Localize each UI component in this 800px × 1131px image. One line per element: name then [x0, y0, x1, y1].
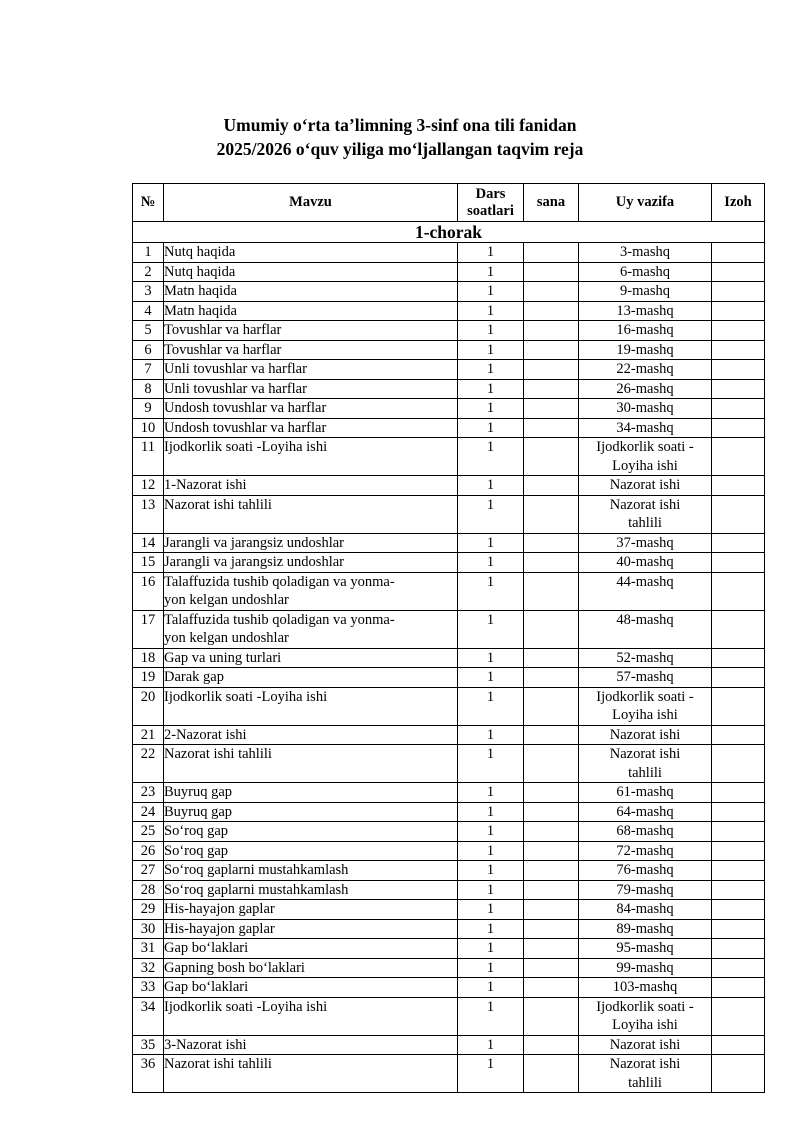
- row-number: 7: [133, 360, 164, 380]
- row-homework: 103-mashq: [579, 978, 712, 998]
- row-hours: 1: [458, 262, 524, 282]
- row-homework: 68-mashq: [579, 822, 712, 842]
- row-homework: 44-mashq: [579, 572, 712, 610]
- row-topic-line: Talaffuzida tushib qoladigan va yonma-: [164, 611, 395, 628]
- table-row: [133, 495, 765, 533]
- row-date: [524, 1035, 579, 1055]
- row-number: 18: [133, 648, 164, 668]
- row-note: [712, 958, 765, 978]
- table-row: [133, 919, 765, 939]
- row-topic: Nutq haqida: [164, 262, 458, 282]
- row-number: 11: [133, 438, 164, 476]
- row-date: [524, 340, 579, 360]
- row-topic-line: yon kelgan undoshlar: [164, 630, 289, 646]
- row-homework: Nazorat ishi: [579, 725, 712, 745]
- row-number: 20: [133, 687, 164, 725]
- row-topic: Ijodkorlik soati -Loyiha ishi: [164, 438, 458, 476]
- row-topic: Buyruq gap: [164, 802, 458, 822]
- row-number: 25: [133, 822, 164, 842]
- row-date: [524, 476, 579, 496]
- row-hours: 1: [458, 1035, 524, 1055]
- row-number: 30: [133, 919, 164, 939]
- row-number: 3: [133, 282, 164, 302]
- row-topic: Darak gap: [164, 668, 458, 688]
- row-homework: [579, 687, 712, 725]
- row-topic: So‘roq gaplarni mustahkamlash: [164, 880, 458, 900]
- row-topic: Nazorat ishi tahlili: [164, 495, 458, 533]
- row-date: [524, 978, 579, 998]
- table-header-row: [133, 184, 765, 222]
- table-row: [133, 900, 765, 920]
- row-note: [712, 978, 765, 998]
- table-row: [133, 610, 765, 648]
- row-note: [712, 725, 765, 745]
- row-hours: 1: [458, 243, 524, 263]
- row-homework-line: Loyiha ishi: [612, 457, 678, 474]
- row-hours: 1: [458, 495, 524, 533]
- row-hours: 1: [458, 861, 524, 881]
- row-homework: 61-mashq: [579, 783, 712, 803]
- row-date: [524, 900, 579, 920]
- row-date: [524, 1055, 579, 1093]
- row-homework-line: tahlili: [628, 515, 662, 531]
- row-topic: 3-Nazorat ishi: [164, 1035, 458, 1055]
- row-note: [712, 900, 765, 920]
- row-number: 21: [133, 725, 164, 745]
- row-note: [712, 282, 765, 302]
- row-number: 19: [133, 668, 164, 688]
- row-date: [524, 687, 579, 725]
- table-row: [133, 745, 765, 783]
- row-hours: 1: [458, 958, 524, 978]
- row-topic: Ijodkorlik soati -Loyiha ishi: [164, 687, 458, 725]
- row-hours: 1: [458, 476, 524, 496]
- row-date: [524, 668, 579, 688]
- row-homework: 72-mashq: [579, 841, 712, 861]
- table-row: [133, 841, 765, 861]
- row-date: [524, 399, 579, 419]
- row-date: [524, 939, 579, 959]
- row-hours: 1: [458, 1055, 524, 1093]
- row-date: [524, 841, 579, 861]
- header-hours-line-1: Dars: [475, 185, 506, 202]
- row-note: [712, 783, 765, 803]
- row-number: 31: [133, 939, 164, 959]
- row-hours: 1: [458, 533, 524, 553]
- row-number: 4: [133, 301, 164, 321]
- row-hours: 1: [458, 687, 524, 725]
- row-number: 23: [133, 783, 164, 803]
- row-homework: 89-mashq: [579, 919, 712, 939]
- row-hours: 1: [458, 978, 524, 998]
- row-topic: Undosh tovushlar va harflar: [164, 418, 458, 438]
- row-topic: Matn haqida: [164, 282, 458, 302]
- row-topic: So‘roq gaplarni mustahkamlash: [164, 861, 458, 881]
- row-topic: His-hayajon gaplar: [164, 919, 458, 939]
- row-number: 16: [133, 572, 164, 610]
- row-topic: Nazorat ishi tahlili: [164, 745, 458, 783]
- row-hours: 1: [458, 379, 524, 399]
- title-line-2: 2025/2026 o‘quv yiliga mo‘ljallangan taqvim reja: [216, 139, 584, 159]
- row-hours: 1: [458, 919, 524, 939]
- row-date: [524, 745, 579, 783]
- row-number: 36: [133, 1055, 164, 1093]
- row-number: 26: [133, 841, 164, 861]
- row-number: 8: [133, 379, 164, 399]
- row-hours: 1: [458, 301, 524, 321]
- quarter-label: 1-chorak: [133, 222, 765, 243]
- row-note: [712, 243, 765, 263]
- row-topic: Gap bo‘laklari: [164, 978, 458, 998]
- row-hours: 1: [458, 880, 524, 900]
- row-homework: 57-mashq: [579, 668, 712, 688]
- row-date: [524, 958, 579, 978]
- table-row: [133, 262, 765, 282]
- row-date: [524, 802, 579, 822]
- row-note: [712, 841, 765, 861]
- title-line-1: Umumiy o‘rta ta’limning 3-sinf ona tili fanidan: [223, 115, 577, 135]
- table-row: [133, 725, 765, 745]
- table-row: [133, 822, 765, 842]
- row-topic: 1-Nazorat ishi: [164, 476, 458, 496]
- row-number: 28: [133, 880, 164, 900]
- row-homework-line: Ijodkorlik soati -: [596, 998, 694, 1015]
- row-note: [712, 495, 765, 533]
- row-date: [524, 282, 579, 302]
- row-note: [712, 745, 765, 783]
- row-date: [524, 533, 579, 553]
- row-homework-line: tahlili: [628, 1074, 662, 1091]
- table-row: [133, 668, 765, 688]
- row-hours: 1: [458, 783, 524, 803]
- row-number: 12: [133, 476, 164, 496]
- row-topic: Gap bo‘laklari: [164, 939, 458, 959]
- table-row: [133, 243, 765, 263]
- row-number: 13: [133, 495, 164, 533]
- row-hours: 1: [458, 997, 524, 1035]
- table-row: [133, 399, 765, 419]
- row-note: [712, 880, 765, 900]
- row-homework: 3-mashq: [579, 243, 712, 263]
- row-hours: 1: [458, 745, 524, 783]
- row-number: 17: [133, 610, 164, 648]
- row-homework: Nazorat ishi: [579, 476, 712, 496]
- row-date: [524, 919, 579, 939]
- row-homework: [579, 438, 712, 476]
- row-note: [712, 648, 765, 668]
- row-topic: Ijodkorlik soati -Loyiha ishi: [164, 997, 458, 1035]
- row-note: [712, 301, 765, 321]
- row-note: [712, 438, 765, 476]
- header-homework: Uy vazifa: [579, 184, 712, 222]
- row-hours: 1: [458, 610, 524, 648]
- row-homework: 19-mashq: [579, 340, 712, 360]
- row-homework: 95-mashq: [579, 939, 712, 959]
- row-date: [524, 553, 579, 573]
- row-topic: Gap va uning turlari: [164, 648, 458, 668]
- table-row: [133, 418, 765, 438]
- row-homework: 64-mashq: [579, 802, 712, 822]
- table-row: [133, 476, 765, 496]
- row-date: [524, 495, 579, 533]
- row-date: [524, 321, 579, 341]
- row-note: [712, 861, 765, 881]
- row-date: [524, 301, 579, 321]
- table-row: [133, 282, 765, 302]
- header-date: sana: [524, 184, 579, 222]
- row-topic: Nutq haqida: [164, 243, 458, 263]
- row-note: [712, 1055, 765, 1093]
- row-number: 9: [133, 399, 164, 419]
- header-hours-line-2: soatlari: [467, 202, 514, 219]
- row-note: [712, 418, 765, 438]
- row-topic-line: yon kelgan undoshlar: [164, 592, 289, 608]
- row-number: 14: [133, 533, 164, 553]
- row-hours: 1: [458, 438, 524, 476]
- row-hours: 1: [458, 572, 524, 610]
- row-homework: [579, 495, 712, 533]
- row-homework: 99-mashq: [579, 958, 712, 978]
- row-hours: 1: [458, 648, 524, 668]
- row-number: 15: [133, 553, 164, 573]
- row-homework: [579, 1055, 712, 1093]
- row-homework: 22-mashq: [579, 360, 712, 380]
- row-note: [712, 1035, 765, 1055]
- row-number: 29: [133, 900, 164, 920]
- table-row: [133, 861, 765, 881]
- row-number: 1: [133, 243, 164, 263]
- row-homework: Nazorat ishi: [579, 1035, 712, 1055]
- row-homework: 40-mashq: [579, 553, 712, 573]
- row-date: [524, 438, 579, 476]
- row-hours: 1: [458, 900, 524, 920]
- row-topic: [164, 572, 458, 610]
- row-number: 32: [133, 958, 164, 978]
- row-topic: Gapning bosh bo‘laklari: [164, 958, 458, 978]
- row-note: [712, 610, 765, 648]
- table-row: [133, 880, 765, 900]
- table-row: [133, 802, 765, 822]
- row-note: [712, 553, 765, 573]
- row-homework-line: Ijodkorlik soati -: [596, 439, 694, 455]
- row-topic: 2-Nazorat ishi: [164, 725, 458, 745]
- row-date: [524, 262, 579, 282]
- header-hours: [458, 184, 524, 222]
- row-date: [524, 822, 579, 842]
- row-note: [712, 399, 765, 419]
- table-row: [133, 572, 765, 610]
- table-row: [133, 1035, 765, 1055]
- table-row: [133, 687, 765, 725]
- row-date: [524, 997, 579, 1035]
- row-topic: So‘roq gap: [164, 822, 458, 842]
- table-body: [133, 222, 765, 1093]
- header-number: №: [133, 184, 164, 222]
- row-note: [712, 997, 765, 1035]
- row-homework: 48-mashq: [579, 610, 712, 648]
- row-hours: 1: [458, 282, 524, 302]
- row-date: [524, 418, 579, 438]
- row-date: [524, 783, 579, 803]
- row-homework: 9-mashq: [579, 282, 712, 302]
- row-topic: Buyruq gap: [164, 783, 458, 803]
- document-title: [0, 113, 800, 161]
- row-note: [712, 822, 765, 842]
- row-topic: Undosh tovushlar va harflar: [164, 399, 458, 419]
- table-row: [133, 553, 765, 573]
- row-homework: 6-mashq: [579, 262, 712, 282]
- header-note: Izoh: [712, 184, 765, 222]
- row-hours: 1: [458, 939, 524, 959]
- row-homework: 13-mashq: [579, 301, 712, 321]
- row-hours: 1: [458, 399, 524, 419]
- row-note: [712, 802, 765, 822]
- row-note: [712, 321, 765, 341]
- row-date: [524, 243, 579, 263]
- row-hours: 1: [458, 822, 524, 842]
- row-note: [712, 668, 765, 688]
- row-homework-line: tahlili: [628, 764, 662, 781]
- row-number: 35: [133, 1035, 164, 1055]
- row-topic: Tovushlar va harflar: [164, 340, 458, 360]
- row-hours: 1: [458, 841, 524, 861]
- row-hours: 1: [458, 668, 524, 688]
- row-number: 24: [133, 802, 164, 822]
- row-homework-line: Nazorat ishi: [609, 746, 681, 762]
- table-row: [133, 360, 765, 380]
- row-homework-line: Loyiha ishi: [612, 1017, 678, 1033]
- row-topic: His-hayajon gaplar: [164, 900, 458, 920]
- row-hours: 1: [458, 802, 524, 822]
- row-number: 6: [133, 340, 164, 360]
- table-row: [133, 1055, 765, 1093]
- row-topic: Tovushlar va harflar: [164, 321, 458, 341]
- row-hours: 1: [458, 321, 524, 341]
- row-number: 10: [133, 418, 164, 438]
- row-homework-line: Nazorat ishi: [609, 1056, 681, 1072]
- row-note: [712, 262, 765, 282]
- row-date: [524, 610, 579, 648]
- table-row: [133, 438, 765, 476]
- table-row: [133, 997, 765, 1035]
- row-date: [524, 360, 579, 380]
- row-note: [712, 340, 765, 360]
- row-date: [524, 880, 579, 900]
- row-note: [712, 919, 765, 939]
- row-topic: [164, 610, 458, 648]
- row-homework-line: Ijodkorlik soati -: [596, 688, 694, 705]
- row-note: [712, 360, 765, 380]
- table-row: [133, 958, 765, 978]
- row-homework: 34-mashq: [579, 418, 712, 438]
- row-number: 22: [133, 745, 164, 783]
- table-row: [133, 648, 765, 668]
- row-date: [524, 725, 579, 745]
- row-topic: Matn haqida: [164, 301, 458, 321]
- row-note: [712, 687, 765, 725]
- row-date: [524, 379, 579, 399]
- table-row: [133, 939, 765, 959]
- row-note: [712, 572, 765, 610]
- row-topic: Jarangli va jarangsiz undoshlar: [164, 553, 458, 573]
- row-topic-line: Talaffuzida tushib qoladigan va yonma-: [164, 573, 395, 590]
- table-row: [133, 379, 765, 399]
- row-hours: 1: [458, 553, 524, 573]
- row-note: [712, 476, 765, 496]
- row-hours: 1: [458, 360, 524, 380]
- table-row: [133, 301, 765, 321]
- row-date: [524, 648, 579, 668]
- calendar-plan-table: [132, 183, 765, 1093]
- row-topic: Unli tovushlar va harflar: [164, 379, 458, 399]
- row-homework: 52-mashq: [579, 648, 712, 668]
- row-topic: Unli tovushlar va harflar: [164, 360, 458, 380]
- row-number: 27: [133, 861, 164, 881]
- row-hours: 1: [458, 418, 524, 438]
- row-note: [712, 533, 765, 553]
- table-row: [133, 783, 765, 803]
- row-homework-line: Nazorat ishi: [609, 496, 681, 513]
- row-homework: 37-mashq: [579, 533, 712, 553]
- row-homework: 79-mashq: [579, 880, 712, 900]
- row-homework: 30-mashq: [579, 399, 712, 419]
- row-homework: [579, 745, 712, 783]
- quarter-row: [133, 222, 765, 243]
- row-note: [712, 379, 765, 399]
- row-homework: 76-mashq: [579, 861, 712, 881]
- row-note: [712, 939, 765, 959]
- row-topic: Nazorat ishi tahlili: [164, 1055, 458, 1093]
- row-number: 2: [133, 262, 164, 282]
- row-number: 34: [133, 997, 164, 1035]
- row-number: 33: [133, 978, 164, 998]
- table-row: [133, 340, 765, 360]
- row-number: 5: [133, 321, 164, 341]
- row-homework: 26-mashq: [579, 379, 712, 399]
- row-topic: Jarangli va jarangsiz undoshlar: [164, 533, 458, 553]
- table-row: [133, 978, 765, 998]
- header-topic: Mavzu: [164, 184, 458, 222]
- table-row: [133, 321, 765, 341]
- row-homework: [579, 997, 712, 1035]
- row-hours: 1: [458, 340, 524, 360]
- table-row: [133, 533, 765, 553]
- row-homework-line: Loyiha ishi: [612, 707, 678, 723]
- row-hours: 1: [458, 725, 524, 745]
- row-homework: 16-mashq: [579, 321, 712, 341]
- row-date: [524, 861, 579, 881]
- row-topic: So‘roq gap: [164, 841, 458, 861]
- row-date: [524, 572, 579, 610]
- row-homework: 84-mashq: [579, 900, 712, 920]
